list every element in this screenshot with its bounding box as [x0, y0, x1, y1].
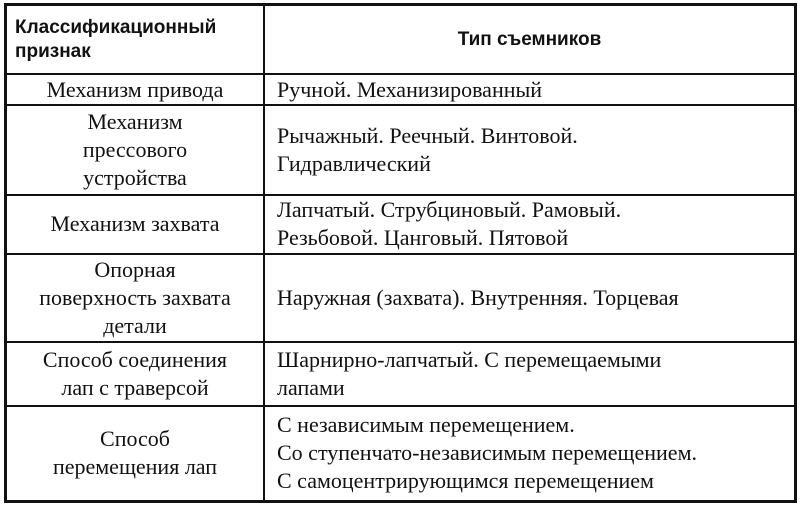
criterion-cell [7, 195, 264, 254]
criterion-line: Опорная [94, 257, 176, 283]
criterion-line: поверхность захвата [39, 285, 231, 311]
header-type-label: Тип съемников [457, 28, 602, 50]
header-criterion-line: Классификационный [15, 16, 217, 38]
criterion-line: прессового [82, 136, 188, 162]
table-row [7, 195, 794, 254]
table-row [7, 406, 794, 500]
criterion-cell [7, 406, 264, 500]
type-line: Лапчатый. Струбциновый. Рамовый. [277, 197, 622, 223]
type-line: С самоцентрирующимся перемещением [277, 468, 654, 494]
classification-table [7, 6, 794, 500]
criterion-line: Способ соединения [42, 346, 228, 372]
criterion-cell [7, 74, 264, 105]
document-page [4, 3, 797, 503]
criterion-line: устройства [83, 164, 187, 190]
criterion-line: Способ [100, 426, 170, 452]
type-line: лапами [277, 374, 345, 400]
header-type [264, 6, 794, 74]
type-line: Со ступенчато-независимым перемещением. [277, 440, 697, 466]
type-line: Гидравлический [277, 150, 431, 176]
type-cell [264, 195, 794, 254]
criterion-line: лап с траверсой [61, 374, 209, 400]
header-criterion [7, 6, 264, 74]
criterion-cell [7, 254, 264, 342]
criterion-line: Механизм захвата [50, 211, 220, 237]
table-header-row [7, 6, 794, 74]
type-line: Рычажный. Реечный. Винтовой. [277, 122, 578, 148]
table-row [7, 254, 794, 342]
type-line: С независимым перемещением. [277, 412, 575, 438]
table-row [7, 342, 794, 405]
header-criterion-line: признак [15, 40, 91, 62]
table-row [7, 74, 794, 105]
type-line: Наружная (захвата). Внутренняя. Торцевая [277, 285, 679, 311]
type-line: Шарнирно-лапчатый. С перемещаемыми [277, 346, 662, 372]
criterion-line: перемещения лап [52, 454, 218, 480]
criterion-cell [7, 105, 264, 194]
type-line: Резьбовой. Цанговый. Пятовой [277, 225, 569, 251]
criterion-line: детали [103, 313, 167, 339]
criterion-line: Механизм [87, 108, 183, 134]
table-row [7, 105, 794, 194]
criterion-line: Механизм привода [46, 76, 224, 102]
type-cell [264, 254, 794, 342]
type-cell [264, 74, 794, 105]
type-cell [264, 342, 794, 405]
criterion-cell [7, 342, 264, 405]
type-cell [264, 105, 794, 194]
type-line: Ручной. Механизированный [277, 76, 543, 102]
type-cell [264, 406, 794, 500]
